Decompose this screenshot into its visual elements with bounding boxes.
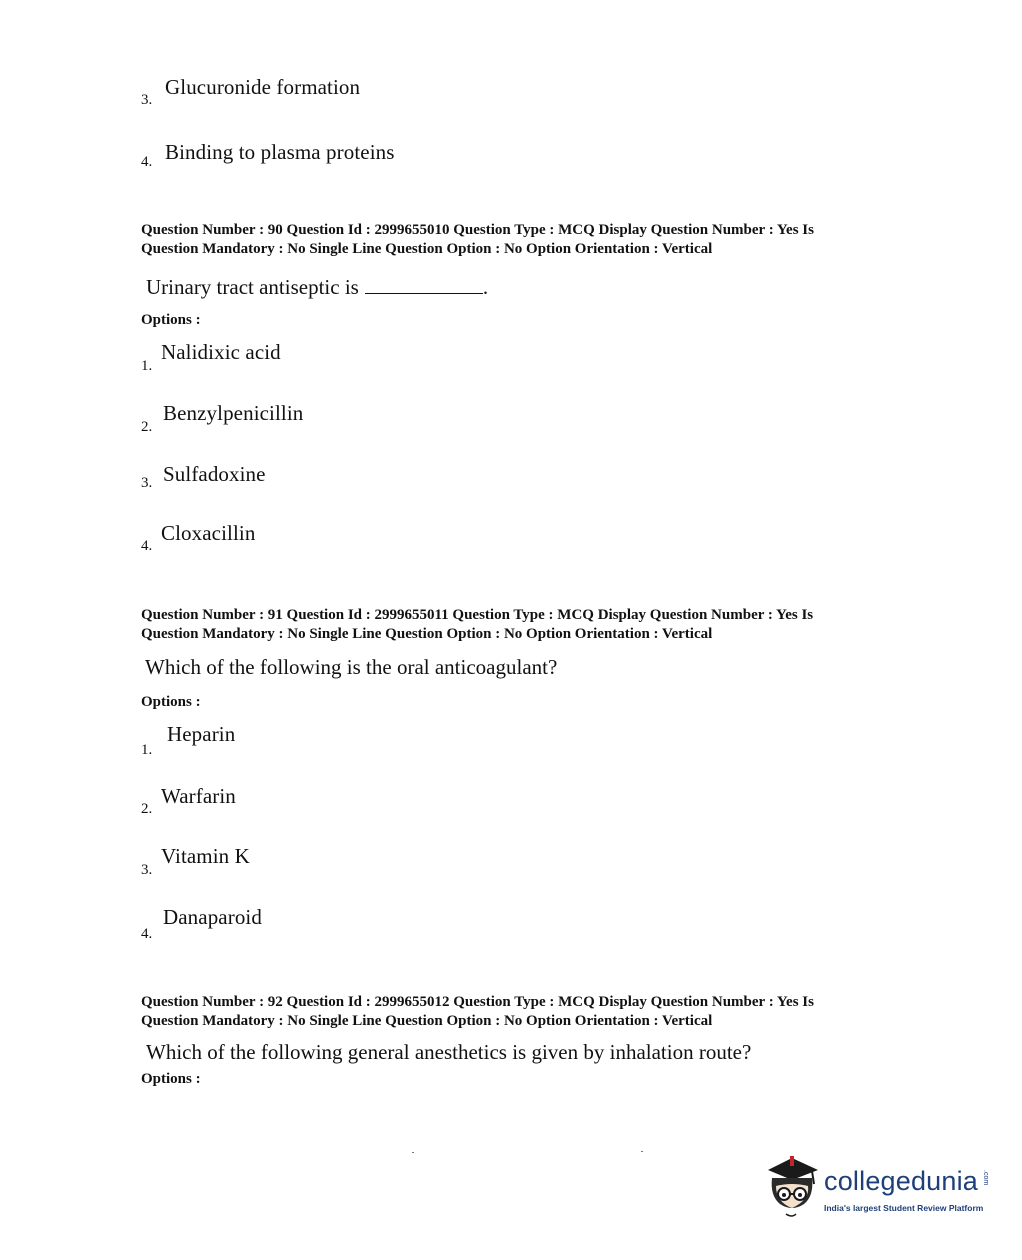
- scan-speck: [641, 1151, 643, 1152]
- question-meta-line: Question Mandatory : No Single Line Question Option : No Option Orientation : Vertical: [141, 241, 713, 257]
- option-number: 1.: [141, 742, 153, 758]
- question-meta-line: Question Mandatory : No Single Line Question Option : No Option Orientation : Vertical: [141, 1013, 713, 1029]
- collegedunia-logo: [762, 1152, 992, 1222]
- option-text: Nalidixic acid: [161, 340, 281, 364]
- question-meta: [141, 993, 901, 1031]
- option-text: Benzylpenicillin: [163, 401, 304, 425]
- brand-suffix: .com: [982, 1170, 989, 1186]
- option-text: Cloxacillin: [161, 521, 256, 545]
- option-text: Heparin: [167, 722, 236, 746]
- option-number: 3.: [141, 475, 153, 491]
- option-text: Sulfadoxine: [163, 462, 266, 486]
- option-number: 2.: [141, 801, 153, 817]
- option-text: Warfarin: [161, 784, 236, 808]
- option-text: Binding to plasma proteins: [165, 140, 395, 164]
- option-number: 3.: [141, 92, 153, 108]
- question-text-body: Urinary tract antiseptic is: [146, 275, 359, 299]
- question-meta-line: Question Number : 91 Question Id : 2999655011 Question Type : MCQ Display Question Number : Yes Is: [141, 607, 814, 623]
- option-number: 4.: [141, 154, 153, 170]
- option-text: Danaparoid: [163, 905, 262, 929]
- options-label: Options :: [141, 1071, 201, 1087]
- option-number: 4.: [141, 538, 153, 554]
- question-text: Which of the following is the oral anticoagulant?: [145, 655, 558, 679]
- options-label: Options :: [141, 694, 201, 710]
- question-text: [146, 275, 488, 300]
- scan-speck: [412, 1152, 414, 1153]
- option-number: 3.: [141, 862, 153, 878]
- option-number: 1.: [141, 358, 153, 374]
- brand-name: collegedunia: [824, 1166, 979, 1196]
- question-meta: [141, 606, 901, 644]
- brand-tagline: India's largest Student Review Platform: [824, 1203, 984, 1213]
- question-text-suffix: .: [482, 275, 489, 299]
- option-number: 2.: [141, 419, 153, 435]
- question-meta: [141, 221, 901, 259]
- option-text: Glucuronide formation: [165, 75, 361, 99]
- option-number: 4.: [141, 926, 153, 942]
- option-text: Vitamin K: [161, 844, 250, 868]
- answer-blank: [365, 275, 483, 294]
- mascot-icon: [762, 1152, 822, 1222]
- question-text: Which of the following general anesthetics is given by inhalation route?: [146, 1040, 752, 1064]
- question-meta-line: Question Number : 92 Question Id : 2999655012 Question Type : MCQ Display Question Number : Yes Is: [141, 994, 814, 1010]
- question-meta-line: Question Mandatory : No Single Line Question Option : No Option Orientation : Vertical: [141, 626, 713, 642]
- question-meta-line: Question Number : 90 Question Id : 2999655010 Question Type : MCQ Display Question Number : Yes Is: [141, 222, 814, 238]
- options-label: Options :: [141, 312, 201, 328]
